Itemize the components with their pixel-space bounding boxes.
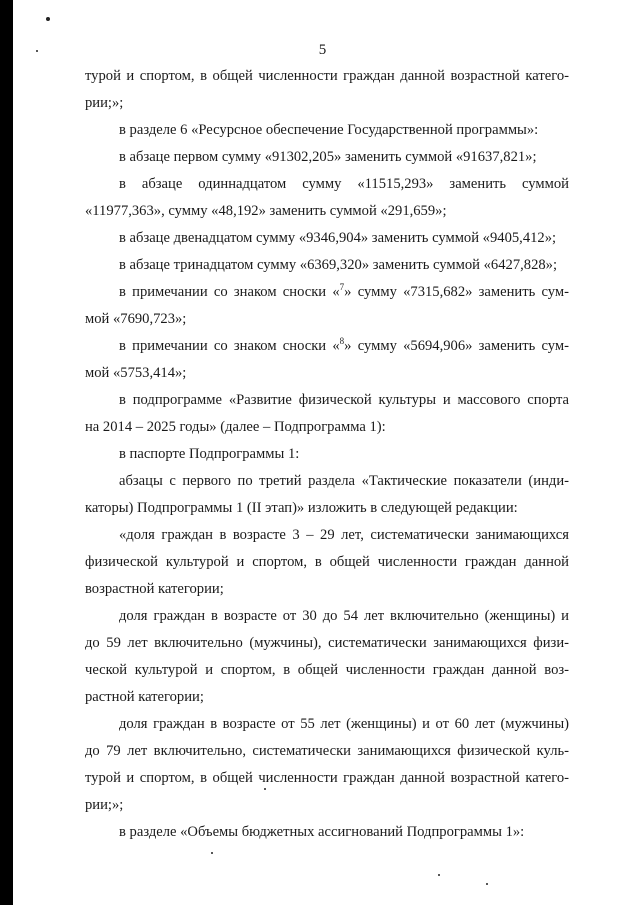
text-line: доля граждан в возрасте от 55 лет (женщины) и от 60 лет (мужчины) xyxy=(119,716,569,732)
text-line: до 79 лет включительно, систематически занимающихся физической куль- xyxy=(85,743,569,759)
text-line: турой и спортом, в общей численности граждан данной возрастной катего- xyxy=(85,68,569,84)
text-line: каторы) Подпрограммы 1 (II этап)» изложить в следующей редакции: xyxy=(85,500,518,516)
footnote-mark: 8 xyxy=(339,336,345,346)
text-line: доля граждан в возрасте от 30 до 54 лет включительно (женщины) и xyxy=(119,608,569,624)
text-line: рии;»; xyxy=(85,95,124,111)
text-line: в абзаце тринадцатом сумму «6369,320» заменить суммой «6427,828»; xyxy=(119,257,558,273)
text-fragment: » сумму «5694,906» заменить сум- xyxy=(344,338,569,354)
text-line: ческой культурой и спортом, в общей численности граждан данной воз- xyxy=(85,662,569,678)
text-line: «доля граждан в возрасте 3 – 29 лет, систематически занимающихся xyxy=(119,527,569,543)
page-number: 5 xyxy=(318,42,327,58)
text-line: в абзаце двенадцатом сумму «9346,904» заменить суммой «9405,412»; xyxy=(119,230,557,246)
text-line: до 59 лет включительно (мужчины), систематически занимающихся физи- xyxy=(85,635,569,651)
text-line: в абзаце первом сумму «91302,205» заменить суммой «91637,821»; xyxy=(119,149,537,165)
text-line: в разделе 6 «Ресурсное обеспечение Государственной программы»: xyxy=(119,122,539,138)
text-line: мой «5753,414»; xyxy=(85,365,187,381)
text-line xyxy=(85,279,569,306)
footnote-mark: 7 xyxy=(339,282,345,292)
text-line: «11977,363», сумму «48,192» заменить суммой «291,659»; xyxy=(85,203,447,219)
text-line: в разделе «Объемы бюджетных ассигнований Подпрограммы 1»: xyxy=(119,824,525,840)
text-line: растной категории; xyxy=(85,689,204,705)
scan-speck xyxy=(438,874,440,876)
text-line: рии;»; xyxy=(85,797,124,813)
text-line: в подпрограмме «Развитие физической культуры и массового спорта xyxy=(119,392,569,408)
text-line: на 2014 – 2025 годы» (далее – Подпрограмма 1): xyxy=(85,419,386,435)
text-line: абзацы с первого по третий раздела «Тактические показатели (инди- xyxy=(119,473,569,489)
text-fragment: в примечании со знаком сноски « xyxy=(119,338,340,354)
text-line xyxy=(85,333,569,360)
text-line: мой «7690,723»; xyxy=(85,311,187,327)
scan-speck xyxy=(211,852,213,854)
text-fragment: » сумму «7315,682» заменить сум- xyxy=(344,284,569,300)
text-line: в абзаце одиннадцатом сумму «11515,293» заменить суммой xyxy=(119,176,569,192)
text-line: возрастной категории; xyxy=(85,581,224,597)
document-body xyxy=(85,63,569,846)
scan-speck xyxy=(46,17,50,21)
text-line: в паспорте Подпрограммы 1: xyxy=(119,446,300,462)
scan-speck xyxy=(486,883,488,885)
scan-left-edge xyxy=(0,0,13,905)
text-line: физической культурой и спортом, в общей численности граждан данной xyxy=(85,554,569,570)
text-fragment: в примечании со знаком сноски « xyxy=(119,284,340,300)
text-line: турой и спортом, в общей численности граждан данной возрастной катего- xyxy=(85,770,569,786)
